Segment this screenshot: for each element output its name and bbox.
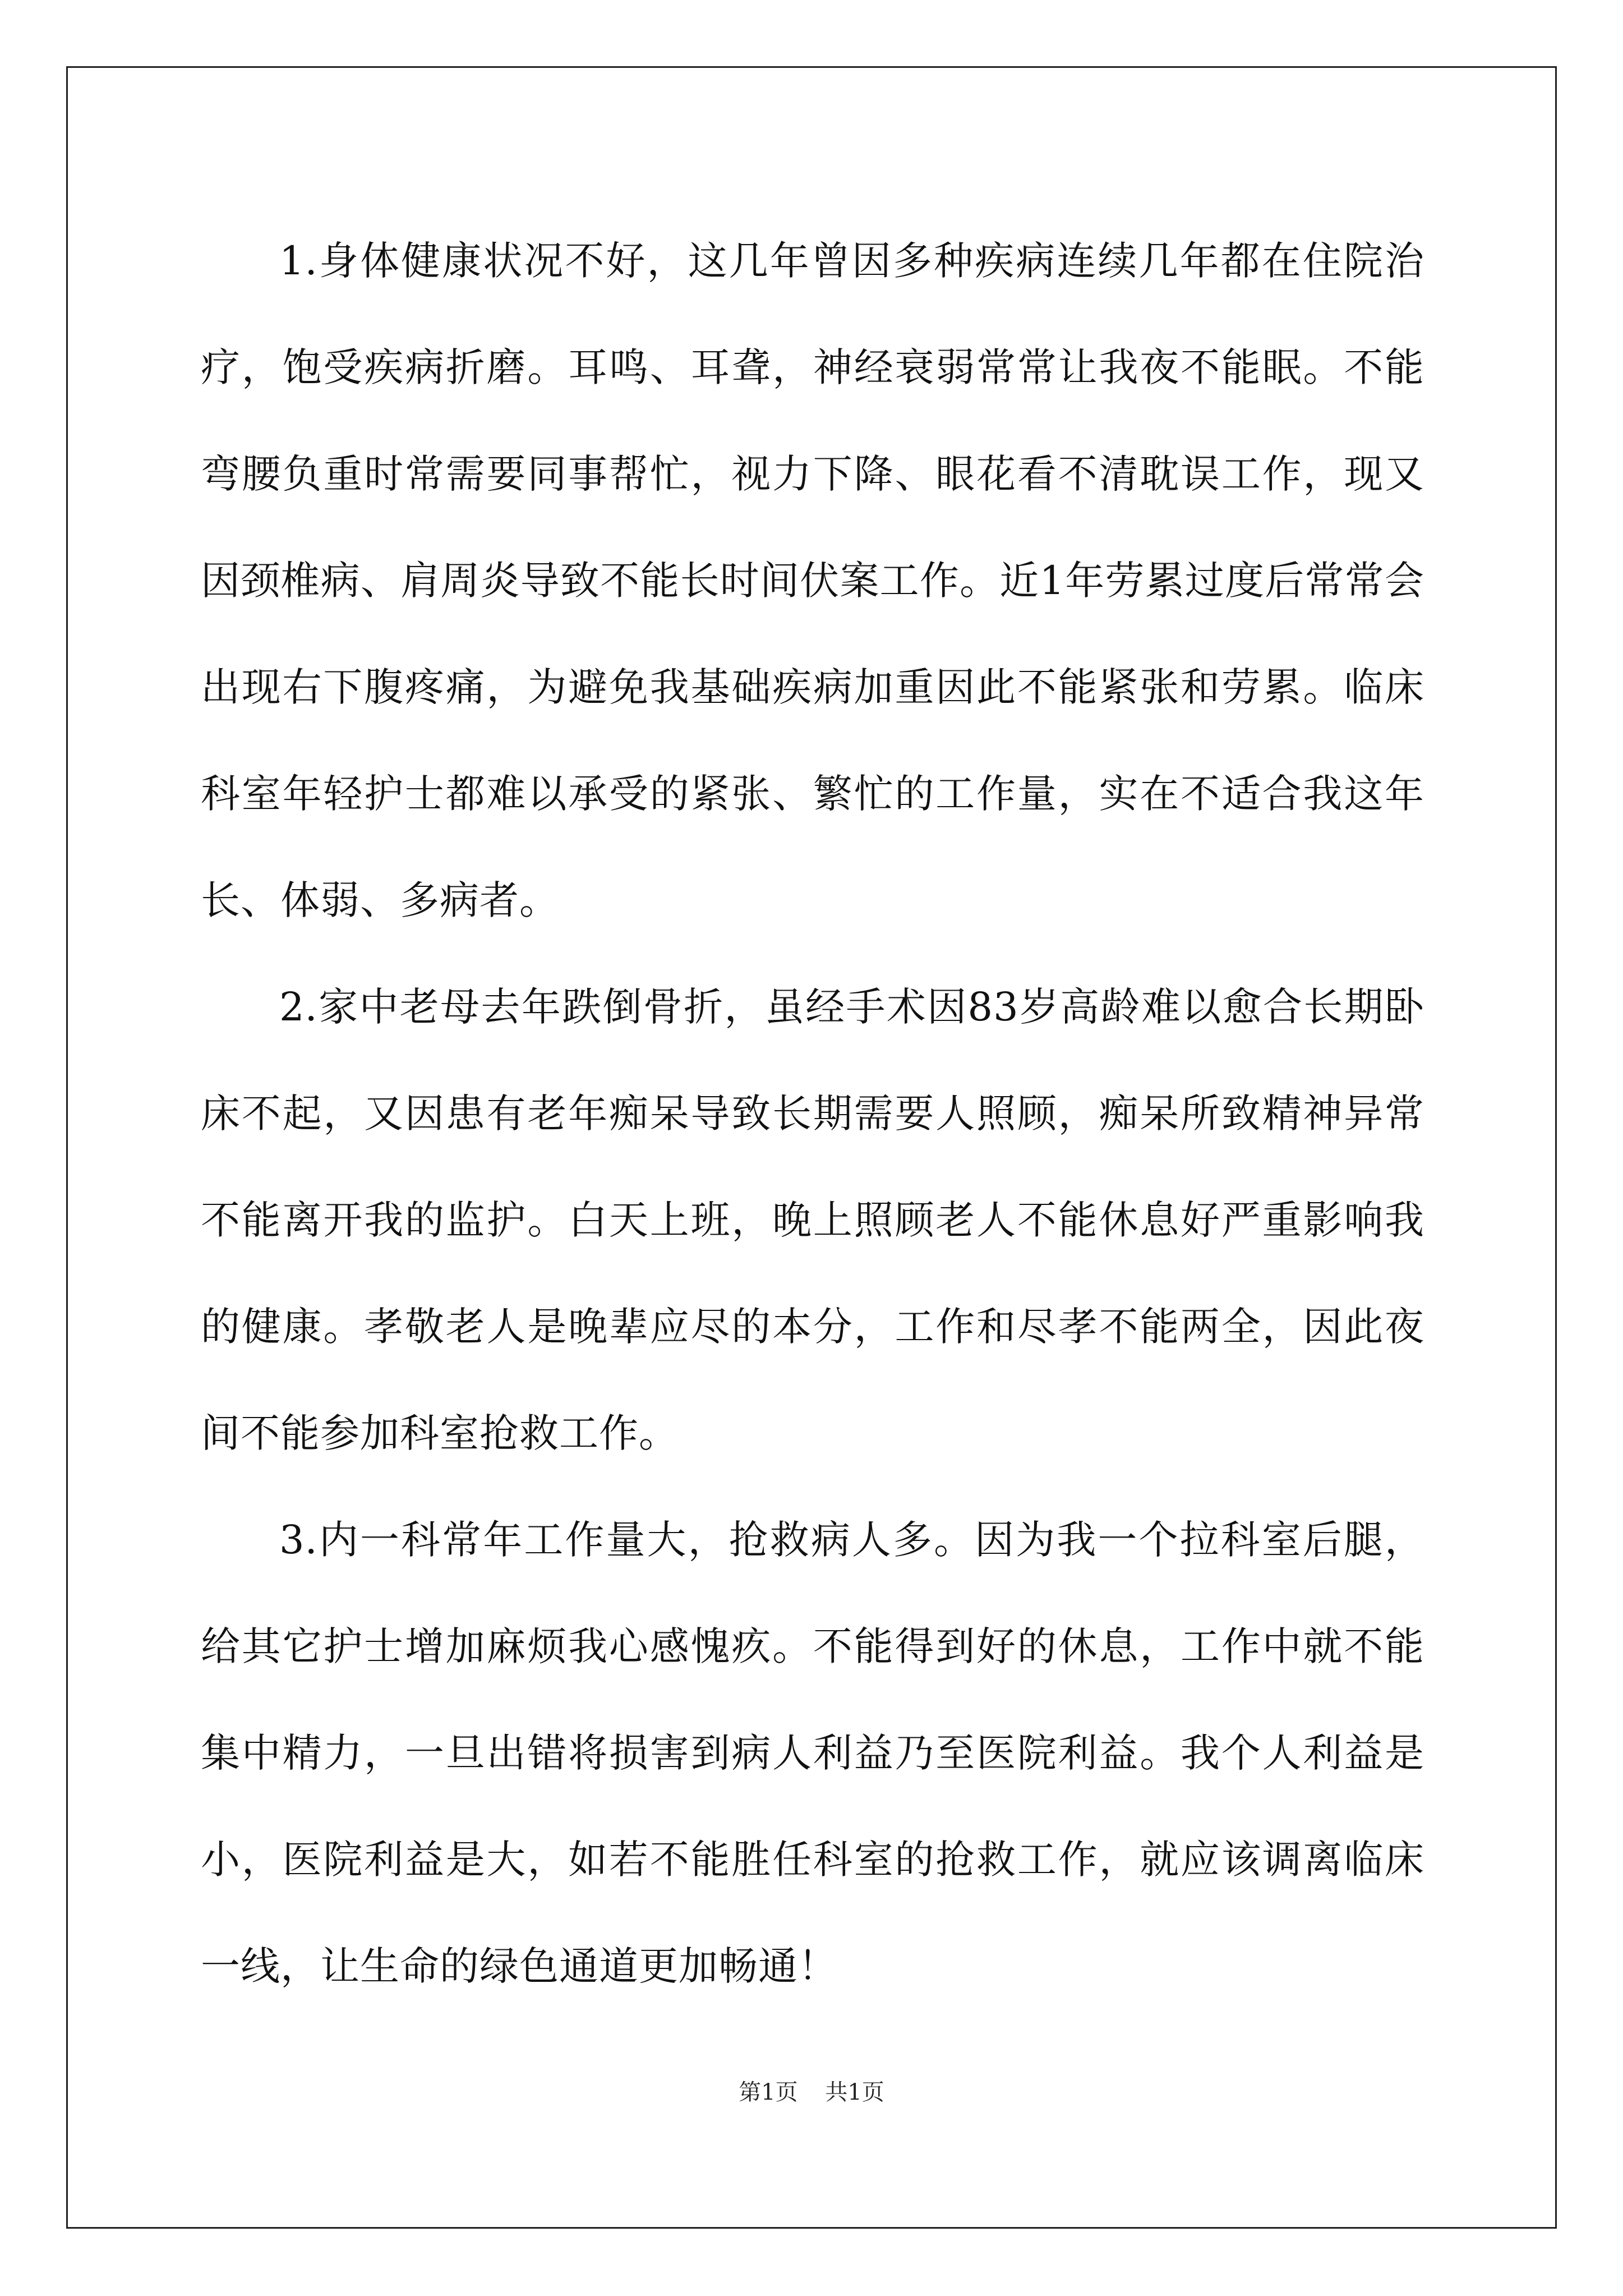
paragraph-2: 2.家中老母去年跌倒骨折，虽经手术因83岁高龄难以愈合长期卧床不起，又因患有老年痴呆导致长期需要人照顾，痴呆所致精神异常不能离开我的监护。白天上班，晚上照顾老人不能休息好严重影响我的健康。孝敬老人是晚辈应尽的本分，工作和尽孝不能两全，因此夜间不能参加科室抢救工作。 (201, 984, 1424, 1456)
page-footer (0, 2076, 1623, 2109)
paragraph-1: 1.身体健康状况不好，这几年曾因多种疾病连续几年都在住院治疗，饱受疾病折磨。耳鸣、耳聋，神经衰弱常常让我夜不能眠。不能弯腰负重时常需要同事帮忙，视力下降、眼花看不清耽误工作，现又因颈椎病、肩周炎导致不能长时间伏案工作。近1年劳累过度后常常会出现右下腹疼痛，为避免我基础疾病加重因此不能紧张和劳累。临床科室年轻护士都难以承受的紧张、繁忙的工作量，实在不适合我这年长、体弱、多病者。 (201, 238, 1424, 923)
page-total: 共1页 (825, 2079, 884, 2105)
document-body (201, 208, 1424, 2019)
paragraph-3: 3.内一科常年工作量大，抢救病人多。因为我一个拉科室后腿，给其它护士增加麻烦我心感愧疚。不能得到好的休息，工作中就不能集中精力，一旦出错将损害到病人利益乃至医院利益。我个人利益是小，医院利益是大，如若不能胜任科室的抢救工作，就应该调离临床一线，让生命的绿色通道更加畅通！ (201, 1517, 1424, 1989)
page-number: 第1页 (739, 2079, 798, 2105)
